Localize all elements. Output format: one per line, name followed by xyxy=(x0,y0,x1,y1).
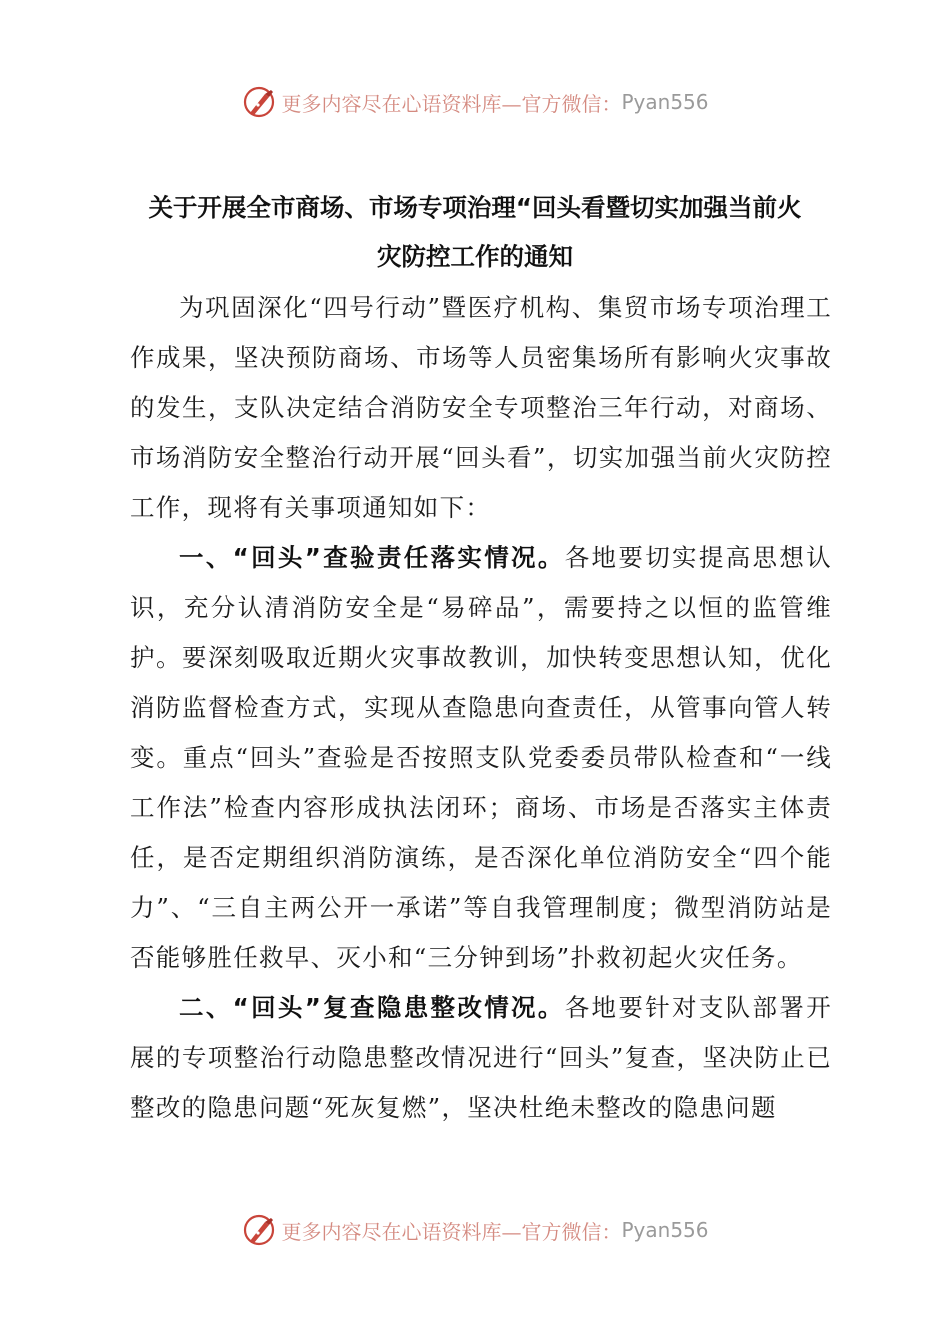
pen-nib-logo-icon xyxy=(241,1212,277,1248)
document-title xyxy=(100,183,850,281)
title-line-2: 灾防控工作的通知 xyxy=(377,242,573,271)
watermark-contact: Pyan556 xyxy=(621,90,709,114)
paragraph-section-1 xyxy=(130,533,832,983)
watermark-banner-top xyxy=(0,82,950,122)
section-2-text: 各地要针对支队部署开展的专项整治行动隐患整改情况进行“回头”复查，坚决防止已整改的隐患问题“死灰复燃”，坚决杜绝未整改的隐患问题 xyxy=(130,993,833,1122)
pen-nib-logo-icon xyxy=(241,84,277,120)
watermark-banner-bottom xyxy=(0,1210,950,1250)
section-1-heading: 一、“回头”查验责任落实情况。 xyxy=(179,543,565,572)
paragraph-intro xyxy=(130,283,832,533)
title-line-1: 关于开展全市商场、市场专项治理“回头看暨切实加强当前火 xyxy=(148,193,802,222)
watermark-text: 更多内容尽在心语资料库—官方微信： xyxy=(281,1219,622,1244)
paragraph-intro-text: 为巩固深化“四号行动”暨医疗机构、集贸市场专项治理工作成果，坚决预防商场、市场等人员密集场所有影响火灾事故的发生，支队决定结合消防安全专项整治三年行动，对商场、市场消防安全整治行动开展“回头看”，切实加强当前火灾防控工作，现将有关事项通知如下： xyxy=(130,293,832,522)
section-2-heading: 二、“回头”复查隐患整改情况。 xyxy=(179,993,565,1022)
watermark-text: 更多内容尽在心语资料库—官方微信： xyxy=(281,91,622,116)
section-1-text: 各地要切实提高思想认识，充分认清消防安全是“易碎品”，需要持之以恒的监管维护。要深刻吸取近期火灾事故教训，加快转变思想认知，优化消防监督检查方式，实现从查隐患向查责任，从管事向管人转变。重点“回头”查验是否按照支队党委委员带队检查和“一线工作法”检查内容形成执法闭环；商场、市场是否落实主体责任，是否定期组织消防演练，是否深化单位消防安全“四个能力”、“三自主两公开一承诺”等自我管理制度；微型消防站是否能够胜任救早、灭小和“三分钟到场”扑救初起火灾任务。 xyxy=(130,543,833,972)
paragraph-section-2 xyxy=(130,983,832,1133)
document-body xyxy=(130,283,832,1133)
watermark-contact: Pyan556 xyxy=(621,1218,709,1242)
